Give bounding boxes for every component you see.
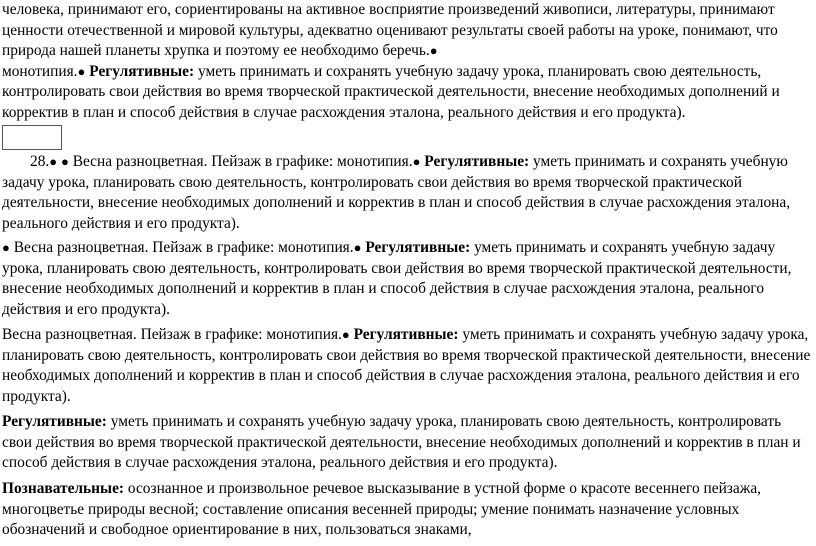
regulatory-text: уметь принимать и сохранять учебную задачу урока, планировать свою деятельность, контролировать свои действия во время творческой практической деятельности, внесение необходимых дополнений и корректив в план и способ действия в случае расхождения эталона, реального действия и его продукта). [2,239,792,318]
cognitive-label: Познавательные: [2,480,125,497]
regulatory-text: уметь принимать и сохранять учебную задачу урока, планировать свою деятельность, контролировать свои действия во время творческой практической деятельности, внесение необходимых дополнений и корректив в план и способ действия в случае расхождения эталона, реального действия и его продукта). [2,326,811,405]
bullet-icon: ● [60,154,69,169]
bullet-icon: ● [412,154,421,169]
paragraph-1-text: человека, принимают его, сориентированы на активное восприятие произведений живописи, литературы, принимают ценности отечественной и мировой культуры, адекватно оценивают результаты своей работы на уроке, понимают, что природа нашей планеты хрупка и поэтому ее необходимо беречь. [2,1,778,59]
regulatory-text: уметь принимать и сохранять учебную задачу урока, планировать свою деятельность, контролировать свои действия во время творческой практической деятельности, внесение необходимых дополнений и корректив в план и способ действия в случае расхождения эталона, реального действия и его продукта). [2,413,801,471]
bullet-icon: ● [77,63,86,79]
paragraph-regulatory [2,412,812,474]
regulatory-text: уметь принимать и сохранять учебную задачу урока, планировать свою деятельность, контролировать свои действия во время творческой практической деятельности, внесение необходимых дополнений и корректив в план и способ действия в случае расхождения эталона, реального действия и его продукта). [2,62,780,121]
topic-text: Весна разноцветная. Пейзаж в графике: монотипия. [2,326,342,343]
topic-text: Весна разноцветная. Пейзаж в графике: монотипия. [72,153,413,170]
regulatory-label: Регулятивные: [89,62,195,80]
cognitive-text: осознанное и произвольное речевое высказывание в устной форме о красоте весеннего пейзажа, многоцветье природы весной; составление описания весенней природы; умение понимать назначение условных обозначений и свободное ориентирование в них, пользоваться знаками, [2,480,762,538]
regulatory-label: Регулятивные: [353,326,459,343]
empty-frame [2,125,62,150]
regulatory-label: Регулятивные: [365,239,471,256]
paragraph-topic [2,325,812,407]
bullet-icon: ● [341,327,350,342]
paragraph-28 [2,152,812,234]
bullet-icon: ● [2,240,10,255]
bullet-icon: ● [429,43,438,58]
bullet-icon: ● [353,240,362,255]
bullet-icon: ● [49,154,58,169]
topic-text: Весна разноцветная. Пейзаж в графике: монотипия. [13,239,354,256]
paragraph-topic-bullet [2,238,812,320]
paragraph-cognitive [2,479,812,541]
regulatory-label: Регулятивные: [424,153,530,170]
regulatory-label: Регулятивные: [2,413,107,430]
paragraph-1-monotype: монотипия. [2,62,78,80]
paragraph-1 [2,0,812,123]
item-number: 28. [30,153,50,170]
regulatory-text: уметь принимать и сохранять учебную задачу урока, планировать свою деятельность, контролировать свои действия во время творческой практической деятельности, внесение необходимых дополнений и корректив в план и способ действия в случае расхождения эталона, реального действия и его продукта). [2,153,791,232]
